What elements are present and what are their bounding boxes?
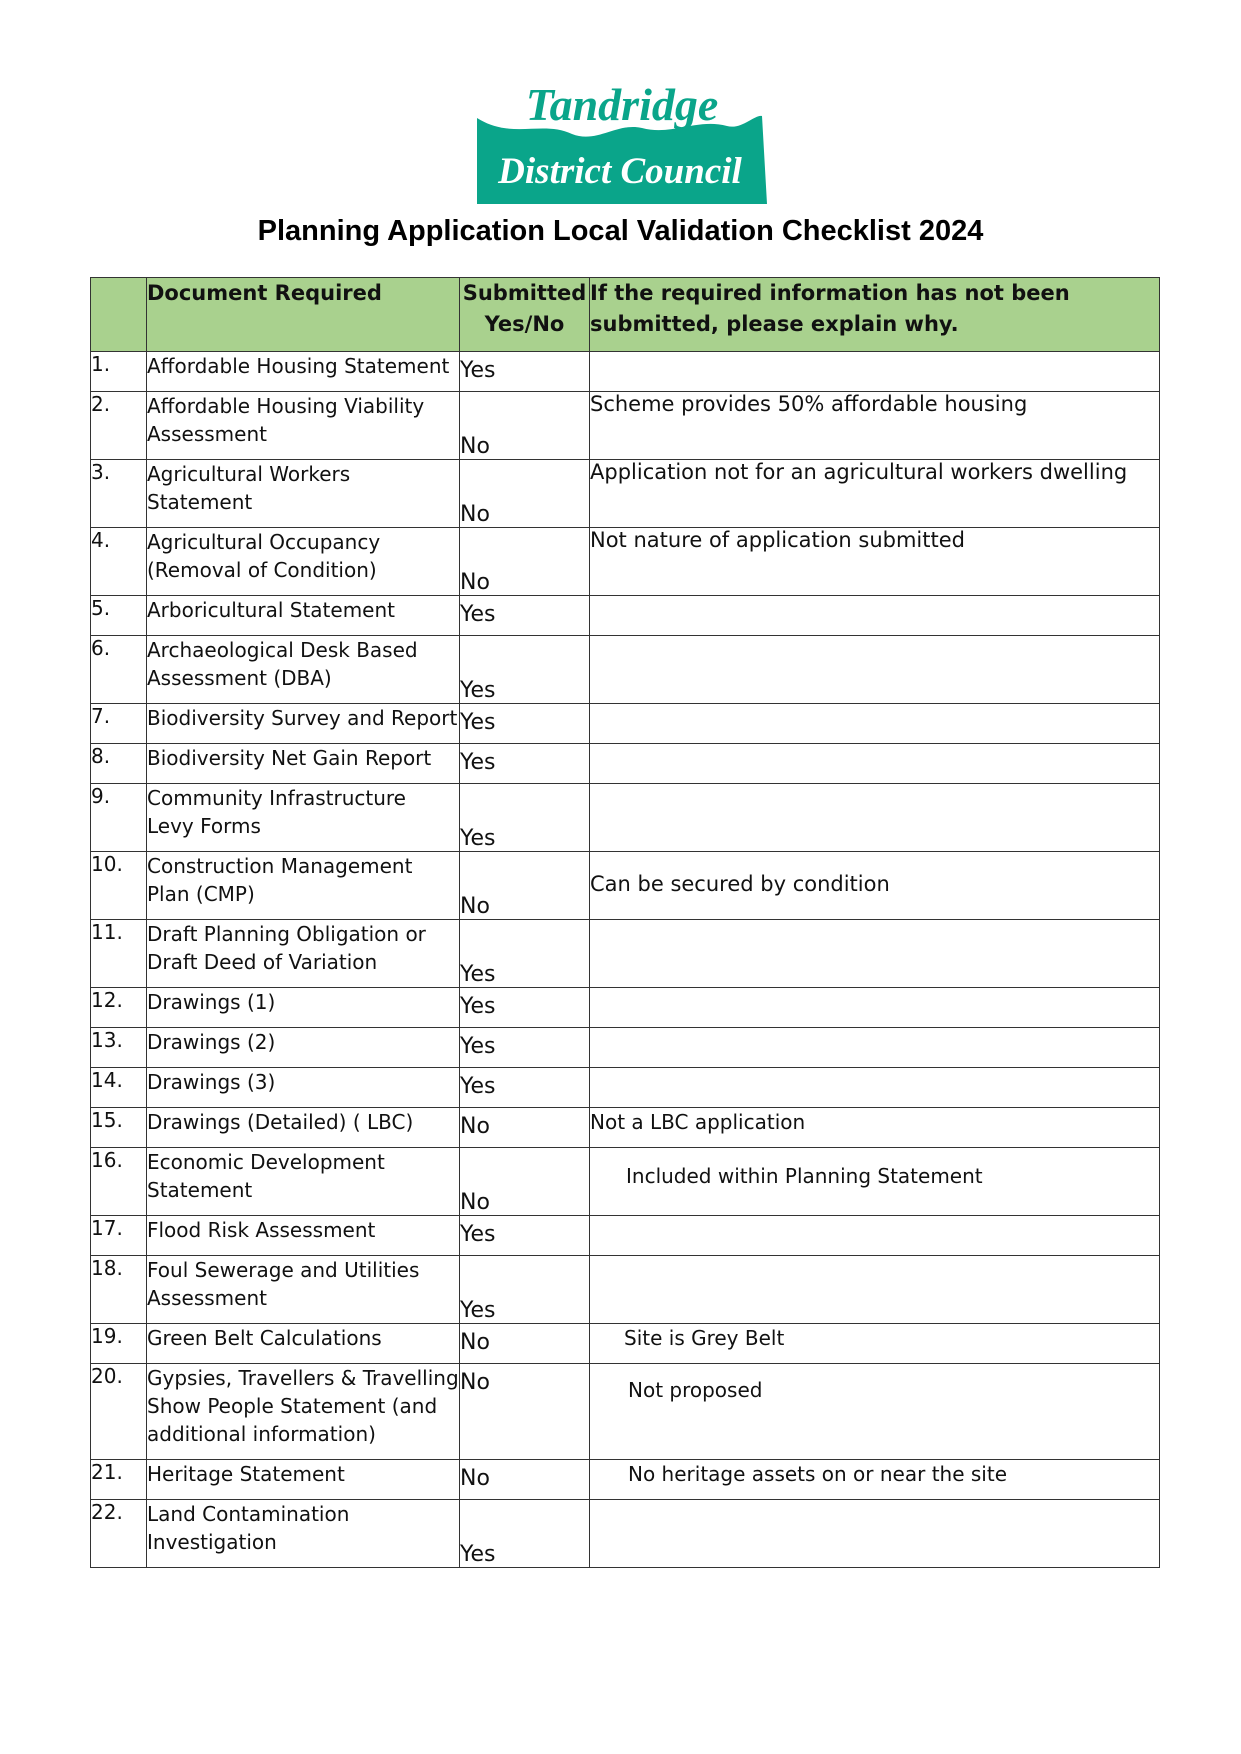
page-title: Planning Application Local Validation Checklist 2024 xyxy=(257,215,984,247)
document-name: Biodiversity Survey and Report xyxy=(147,704,460,744)
document-name: Draft Planning Obligation or Draft Deed of Variation xyxy=(147,920,460,988)
submitted-value[interactable]: Yes xyxy=(460,1256,590,1324)
document-name: Construction Management Plan (CMP) xyxy=(147,852,460,920)
row-number: 1. xyxy=(91,352,147,392)
header-number xyxy=(91,278,147,352)
row-number: 19. xyxy=(91,1324,147,1364)
table-row xyxy=(91,460,1160,528)
row-number: 16. xyxy=(91,1148,147,1216)
explanation-text[interactable] xyxy=(590,352,1160,392)
header-explanation: If the required information has not been submitted, please explain why. xyxy=(590,278,1160,352)
row-number: 12. xyxy=(91,988,147,1028)
submitted-value[interactable]: Yes xyxy=(460,352,590,392)
explanation-text[interactable] xyxy=(590,1216,1160,1256)
explanation-text[interactable]: No heritage assets on or near the site xyxy=(590,1460,1160,1500)
explanation-text[interactable]: Not nature of application submitted xyxy=(590,528,1160,596)
document-name: Drawings (2) xyxy=(147,1028,460,1068)
explanation-text[interactable] xyxy=(590,1500,1160,1568)
submitted-value[interactable]: No xyxy=(460,1148,590,1216)
document-name: Foul Sewerage and Utilities Assessment xyxy=(147,1256,460,1324)
row-number: 20. xyxy=(91,1364,147,1460)
table-row xyxy=(91,352,1160,392)
table-row xyxy=(91,784,1160,852)
explanation-text[interactable] xyxy=(590,636,1160,704)
row-number: 18. xyxy=(91,1256,147,1324)
document-name: Land Contamination Investigation xyxy=(147,1500,460,1568)
document-name: Green Belt Calculations xyxy=(147,1324,460,1364)
explanation-text[interactable]: Not proposed xyxy=(590,1364,1160,1460)
submitted-value[interactable]: Yes xyxy=(460,920,590,988)
row-number: 21. xyxy=(91,1460,147,1500)
document-name: Arboricultural Statement xyxy=(147,596,460,636)
explanation-text[interactable] xyxy=(590,920,1160,988)
row-number: 2. xyxy=(91,392,147,460)
submitted-value[interactable]: No xyxy=(460,392,590,460)
document-name: Agricultural Workers Statement xyxy=(147,460,460,528)
table-row xyxy=(91,920,1160,988)
table-row xyxy=(91,1324,1160,1364)
explanation-text[interactable] xyxy=(590,596,1160,636)
validation-checklist-table xyxy=(90,277,1160,1568)
logo-line1: Tandridge xyxy=(525,79,719,130)
submitted-value[interactable]: No xyxy=(460,1108,590,1148)
submitted-value[interactable]: No xyxy=(460,852,590,920)
document-name: Economic Development Statement xyxy=(147,1148,460,1216)
document-name: Agricultural Occupancy (Removal of Condition) xyxy=(147,528,460,596)
document-name: Heritage Statement xyxy=(147,1460,460,1500)
table-row xyxy=(91,1028,1160,1068)
row-number: 6. xyxy=(91,636,147,704)
table-row xyxy=(91,704,1160,744)
submitted-value[interactable]: Yes xyxy=(460,784,590,852)
document-name: Biodiversity Net Gain Report xyxy=(147,744,460,784)
document-name: Drawings (3) xyxy=(147,1068,460,1108)
row-number: 10. xyxy=(91,852,147,920)
submitted-value[interactable]: No xyxy=(460,528,590,596)
row-number: 22. xyxy=(91,1500,147,1568)
submitted-value[interactable]: Yes xyxy=(460,988,590,1028)
explanation-text[interactable]: Site is Grey Belt xyxy=(590,1324,1160,1364)
explanation-text[interactable]: Not a LBC application xyxy=(590,1108,1160,1148)
document-name: Archaeological Desk Based Assessment (DBA) xyxy=(147,636,460,704)
submitted-value[interactable]: No xyxy=(460,1324,590,1364)
table-header-row xyxy=(91,278,1160,352)
submitted-value[interactable]: Yes xyxy=(460,1500,590,1568)
logo-line2: District Council xyxy=(498,151,742,192)
explanation-text[interactable]: Included within Planning Statement xyxy=(590,1148,1160,1216)
submitted-value[interactable]: Yes xyxy=(460,1216,590,1256)
row-number: 3. xyxy=(91,460,147,528)
document-name: Gypsies, Travellers & Travelling Show People Statement (and additional information) xyxy=(147,1364,460,1460)
table-row xyxy=(91,1500,1160,1568)
submitted-value[interactable]: Yes xyxy=(460,596,590,636)
document-name: Affordable Housing Viability Assessment xyxy=(147,392,460,460)
row-number: 8. xyxy=(91,744,147,784)
row-number: 9. xyxy=(91,784,147,852)
header-submitted: Submitted Yes/No xyxy=(460,278,590,352)
document-name: Flood Risk Assessment xyxy=(147,1216,460,1256)
row-number: 7. xyxy=(91,704,147,744)
header-document-required: Document Required xyxy=(147,278,460,352)
explanation-text[interactable] xyxy=(590,1028,1160,1068)
submitted-value[interactable]: Yes xyxy=(460,744,590,784)
tandridge-logo xyxy=(472,78,772,208)
explanation-text[interactable] xyxy=(590,1068,1160,1108)
table-row xyxy=(91,392,1160,460)
submitted-value[interactable]: Yes xyxy=(460,1028,590,1068)
table-row xyxy=(91,744,1160,784)
row-number: 11. xyxy=(91,920,147,988)
table-row xyxy=(91,988,1160,1028)
explanation-text[interactable]: Can be secured by condition xyxy=(590,852,1160,920)
document-name: Affordable Housing Statement xyxy=(147,352,460,392)
table-row xyxy=(91,1148,1160,1216)
row-number: 17. xyxy=(91,1216,147,1256)
document-name: Community Infrastructure Levy Forms xyxy=(147,784,460,852)
submitted-value[interactable]: Yes xyxy=(460,704,590,744)
document-name: Drawings (1) xyxy=(147,988,460,1028)
table-row xyxy=(91,528,1160,596)
submitted-value[interactable]: No xyxy=(460,1364,590,1460)
submitted-value[interactable]: No xyxy=(460,460,590,528)
row-number: 13. xyxy=(91,1028,147,1068)
explanation-text[interactable] xyxy=(590,744,1160,784)
table-row xyxy=(91,596,1160,636)
explanation-text[interactable]: Scheme provides 50% affordable housing xyxy=(590,392,1160,460)
submitted-value[interactable]: No xyxy=(460,1460,590,1500)
table-row xyxy=(91,1108,1160,1148)
table-row xyxy=(91,1460,1160,1500)
submitted-value[interactable]: Yes xyxy=(460,636,590,704)
table-row xyxy=(91,636,1160,704)
row-number: 14. xyxy=(91,1068,147,1108)
row-number: 5. xyxy=(91,596,147,636)
explanation-text[interactable] xyxy=(590,1256,1160,1324)
explanation-text[interactable] xyxy=(590,988,1160,1028)
table-row xyxy=(91,1068,1160,1108)
table-row xyxy=(91,1216,1160,1256)
table-row xyxy=(91,1364,1160,1460)
row-number: 15. xyxy=(91,1108,147,1148)
table-row xyxy=(91,852,1160,920)
explanation-text[interactable]: Application not for an agricultural workers dwelling xyxy=(590,460,1160,528)
document-name: Drawings (Detailed) ( LBC) xyxy=(147,1108,460,1148)
submitted-value[interactable]: Yes xyxy=(460,1068,590,1108)
table-row xyxy=(91,1256,1160,1324)
explanation-text[interactable] xyxy=(590,704,1160,744)
explanation-text[interactable] xyxy=(590,784,1160,852)
row-number: 4. xyxy=(91,528,147,596)
